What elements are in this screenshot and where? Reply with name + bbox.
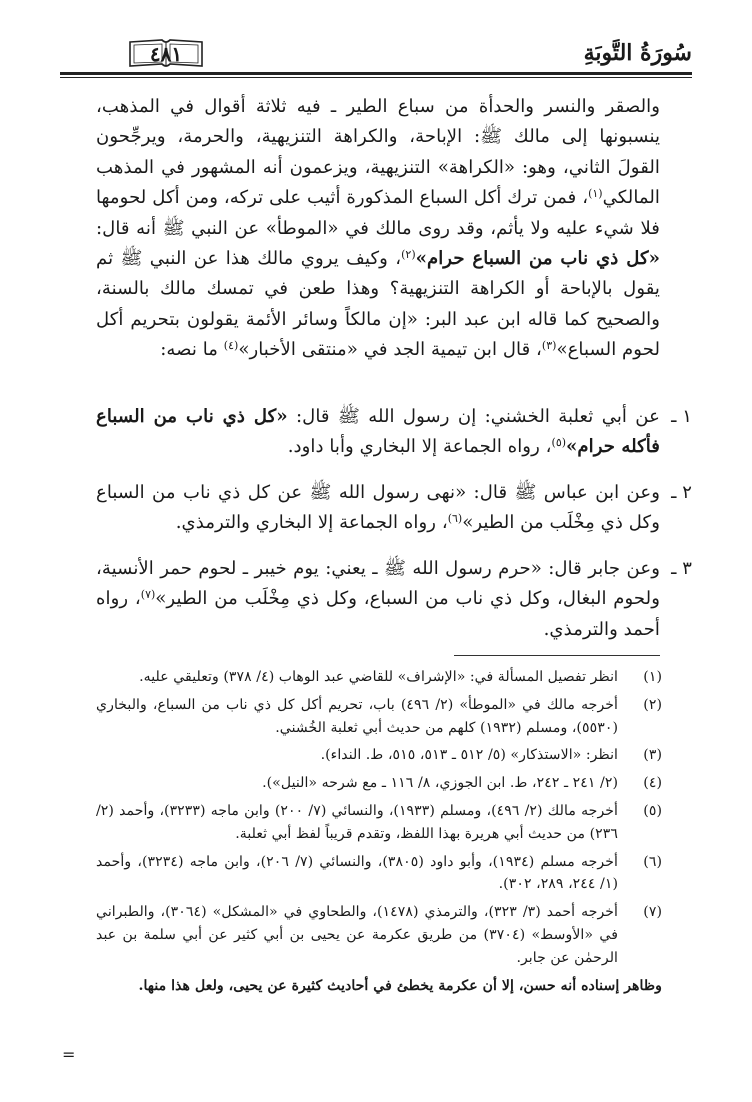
footnote-ref[interactable]: (٣)	[541, 339, 557, 353]
footnote-number: (٤)	[643, 775, 662, 792]
page-number-badge	[126, 36, 206, 70]
footnote	[96, 772, 662, 795]
footnote-ref[interactable]: (٢)	[401, 248, 416, 262]
hadith-item	[96, 402, 692, 463]
hadith-quote: «كل ذي ناب من السباع فأكله حرام»	[96, 406, 660, 458]
page-number: ٤٨١	[149, 42, 183, 66]
footnote-text: انظر تفصيل المسألة في: «الإشراف» للقاضي عبد الوهاب (٤/ ٣٧٨) وتعليقي عليه.	[139, 669, 618, 685]
main-paragraph	[96, 92, 660, 366]
text-run: ، وكيف يروي مالك هذا عن النبي ﷺ ثم يقول بالإباحة أو الكراهة التنزيهية؟ وهذا طعن في تمسك مالك بالسنة، والصحيح كما قاله ابن عبد البر: «إن مالكاً وسائر الأئمة يقولون بتحريم أكل لحوم السباع»	[96, 248, 660, 361]
hadith-item	[96, 478, 692, 539]
footnotes	[96, 666, 662, 997]
footnote-text: أخرجه مالك في «الموطأ» (٢/ ٤٩٦) باب، تحريم أكل كل ذي ناب من السباع، والبخاري (٥٥٣٠)، ومسلم (١٩٣٢) كلهم من حديث أبي ثعلبة الخُشني.	[96, 696, 618, 736]
footnote-ref[interactable]: (٤)	[223, 339, 239, 353]
footnote-text: (٢/ ٢٤١ ـ ٢٤٢، ط. ابن الجوزي، ٨/ ١١٦ ـ مع شرحه «النيل»).	[262, 775, 618, 792]
text-run: والصقر والنسر والحدأة من سباع الطير ـ فيه ثلاثة أقوال في المذهب، ينسبونها إلى مالك ﷺ: الإباحة، والكراهة التنزيهية، والحرمة، ويرجِّحون القولَ الثاني، وهو: «الكراهة» التنزيهية، ويزعمون أنه المشهور في المذهب المالكي	[96, 96, 660, 209]
text-run: ، قال ابن تيمية الجد في «منتقى الأخبار»	[238, 339, 542, 361]
footnote-text: أخرجه مسلم (١٩٣٤)، وأبو داود (٣٨٠٥)، والنسائي (٧/ ٢٠٦)، وابن ماجه (٣٢٣٤)، وأحمد (١/ ٢٤٤، ٢٨٩، ٣٠٢).	[96, 853, 618, 893]
footnote-number: (٥)	[643, 802, 662, 819]
surah-title: سُورَةُ التَّوبَةِ	[583, 40, 692, 66]
footnote-separator	[454, 655, 660, 656]
footnote	[96, 800, 662, 846]
footnote-continuation: وظاهر إسناده أنه حسن، إلا أن عكرمة يخطئ في أحاديث كثيرة عن يحيى، ولعل هذا منها.	[138, 977, 662, 994]
footnote	[96, 744, 662, 767]
footnote-ref[interactable]: (٦)	[447, 512, 463, 526]
footnote	[96, 666, 662, 689]
footnote-number: (٢)	[643, 696, 662, 713]
hadith-source: ، رواه الجماعة إلا البخاري والترمذي.	[175, 512, 448, 534]
continuation-mark: =	[62, 1045, 76, 1064]
footnote-ref[interactable]: (٧)	[140, 588, 156, 602]
text-run: ما نصه:	[160, 339, 224, 361]
footnote	[96, 851, 662, 897]
hadith-text: عن أبي ثعلبة الخشني: إن رسول الله ﷺ قال:	[287, 406, 660, 427]
footnote-number: (١)	[643, 669, 662, 685]
text-run: ، فمن ترك أكل السباع المذكورة أثيب على تركه، ومن أكل لحومها فلا شيء عليه ولا يأثم، وقد روى مالك في «الموطأ» عن النبي ﷺ أنه قال:	[96, 187, 660, 239]
header-rule-thin	[60, 77, 692, 78]
footnote	[96, 901, 662, 969]
hadith-source: ، رواه أحمد والترمذي.	[96, 588, 660, 640]
footnote-text: انظر: «الاستذكار» (٥/ ٥١٢ ـ ٥١٣، ٥١٥، ط. النداء).	[320, 747, 618, 764]
footnote-number: (٧)	[643, 904, 662, 921]
footnote-number: (٣)	[643, 747, 662, 764]
hadith-source: ، رواه الجماعة إلا البخاري وأبا داود.	[287, 436, 552, 458]
hadith-number: ٢ ـ	[671, 482, 692, 503]
hadith-number: ١ ـ	[671, 406, 692, 427]
hadith-quote: «كل ذي ناب من السباع حرام»	[415, 248, 660, 270]
header-rule	[60, 72, 692, 75]
hadith-text: وعن جابر قال: «حرم رسول الله ﷺ ـ يعني: يوم خيبر ـ لحوم حمر الأنسية، ولحوم البغال، وكل ذي ناب من السباع، وكل ذي مِخْلَب من الطير»	[96, 558, 660, 610]
footnote-text: أخرجه مالك (٢/ ٤٩٦)، ومسلم (١٩٣٣)، والنسائي (٧/ ٢٠٠) وابن ماجه (٣٢٣٣)، وأحمد (٢/ ٢٣٦) من حديث أبي هريرة بهذا اللفظ، وتقدم قريباً لفظ أبي ثعلبة.	[96, 802, 618, 842]
hadith-number: ٣ ـ	[671, 558, 692, 579]
hadith-text: وعن ابن عباس ﷺ قال: «نهى رسول الله ﷺ عن كل ذي ناب من السباع وكل ذي مِخْلَب من الطير»	[96, 482, 660, 534]
footnote-text: أخرجه أحمد (٣/ ٣٢٣)، والترمذي (١٤٧٨)، والطحاوي في «المشكل» (٣٠٦٤)، والطبراني في «الأوسط» (٣٧٠٤) من طريق عكرمة عن يحيى بن أبي كثير عن أبي سلمة بن عبد الرحمٰن عن جابر.	[96, 904, 618, 966]
footnote-ref[interactable]: (١)	[588, 187, 603, 201]
footnote-number: (٦)	[643, 853, 662, 870]
footnote	[96, 694, 662, 740]
footnote-ref[interactable]: (٥)	[551, 436, 567, 450]
hadith-item	[96, 554, 692, 645]
